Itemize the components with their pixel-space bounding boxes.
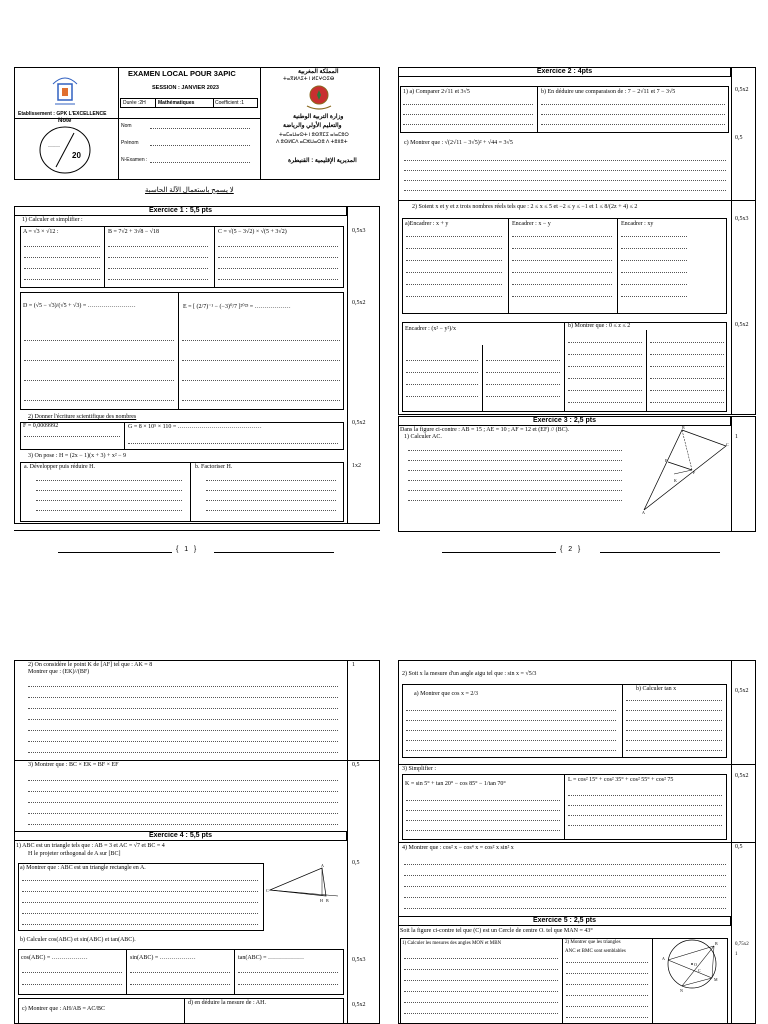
ex3b-q2b: Montrer que : (EK)//(BF) <box>28 669 90 675</box>
svg-text:A: A <box>662 956 665 961</box>
ex5-circle-figure <box>654 934 730 996</box>
ex5-title: Exercice 5 : 2,5 pts <box>398 916 731 926</box>
ex2-q2a1: a)Encadrer : x + y <box>405 221 449 227</box>
ex4-qc: c) Montrer que : AH/AB = AC/BC <box>22 1006 106 1012</box>
ex1-q3: 3) On pose : H = (2x − 1)(x + 3) + x² − 9 <box>28 453 127 459</box>
ar-line2: وزارة التربية الوطنية <box>293 114 344 120</box>
svg-text:A: A <box>642 510 645 515</box>
ex4-qa-box <box>18 863 264 931</box>
tf-line1: ⵜⴰⴳⵍⴷⵉⵜ ⵏ ⵍⵎⵖⵔⵉⴱ <box>283 77 335 82</box>
exam-title: EXAMEN LOCAL POUR 3APIC <box>128 69 236 78</box>
ex1-F: F = 0,0009992 <box>23 423 59 429</box>
ex4b-pts2: 0,5x2 <box>735 773 749 779</box>
ex1-q3b: b. Factoriser H. <box>195 464 233 470</box>
ex1-E: E = [ (2/7)⁻¹ − (−3)⁰/7 ]²⁰²³ = ……………… <box>183 304 291 310</box>
page-number-2: { 2 } <box>560 546 581 553</box>
svg-text:F: F <box>693 470 696 475</box>
ex1-q2: 2) Donner l'écriture scientifique des nombres <box>28 414 137 420</box>
tf-line3: ⴷ ⵓⵙⵍⵎⴷ ⴰⵎⵣⵡⴰⵔⵓ ⴷ ⵜⵓⵏⵏⵓⵜ <box>276 140 348 145</box>
ex2-q1b: b) En déduire une comparaison de : 7 − 2√11 et 7 − 3√5 <box>541 89 676 95</box>
svg-text:N: N <box>680 988 683 993</box>
ex2-title: Exercice 2 : 4pts <box>398 67 731 77</box>
svg-text:C: C <box>698 968 701 973</box>
ex2-pts3: 0,5x3 <box>735 216 749 222</box>
ex4b-K: K = sin 5° + tan 20° − cos 85° − 1/tan 70° <box>405 781 506 787</box>
ex5-q2: 2) Montrer que les triangles <box>565 940 621 945</box>
ex4-pts1: 0,5 <box>352 860 360 866</box>
ex3b-pts1: 1 <box>352 662 355 668</box>
ex4-qa: a) Montrer que : ABC est un triangle rectangle en A. <box>20 865 146 871</box>
ex3b-pts2: 0,5 <box>352 762 360 768</box>
svg-text:C: C <box>726 442 729 447</box>
ex2-q2c: b) Montrer que : 0 ≤ z ≤ 2 <box>568 323 631 329</box>
ex2-q2a3: Encadrer : xy <box>621 221 654 227</box>
ex1-q1: 1) Calculer et simplifier : <box>22 217 83 223</box>
ex1-D: D = (√5 − √3)/(√5 + √3) = …………………… <box>23 303 136 309</box>
ex4-sin: sin(ABC) = ……………… <box>130 955 196 961</box>
ex1-B: B = 7√2 + 3√8 − √18 <box>108 229 160 235</box>
ex4-intro2: H le projeter orthogonal de A sur [BC] <box>28 851 121 857</box>
ex3-figure <box>636 424 730 516</box>
svg-text:H: H <box>320 898 323 902</box>
school-logo <box>45 70 85 112</box>
ex2-q2-box <box>402 218 727 314</box>
ex4-triangle <box>266 862 342 902</box>
ex4b-q2a: a) Montrer que cos x = 2/3 <box>414 691 479 697</box>
ex3b-q3: 3) Montrer que : BC × EK = BF × EF <box>28 762 119 768</box>
ex2-q2a2: Encadrer : x − y <box>512 221 551 227</box>
ex1-title: Exercice 1 : 5,5 pts <box>14 206 347 216</box>
svg-text:O: O <box>694 962 697 967</box>
duree: Durée :2H <box>123 100 146 106</box>
ar-line4: المديرية الإقليمية : القنيطرة <box>288 158 357 164</box>
ex2-q2: 2) Soient x et y et z trois nombres réels tels que : 2 ≤ x ≤ 5 et −2 ≤ y ≤ −1 et 1 ≤ 8/(2z + 4) ≤ 2 <box>412 204 638 210</box>
calc-note: لا يسمح باستعمال الآلة الحاسبة <box>145 186 234 194</box>
ex1-q3a: a. Développer puis réduire H. <box>24 464 95 470</box>
note-dots: …… <box>48 143 60 149</box>
ex1-G: G = 8 × 10⁵ × 110 = …………………………………… <box>128 424 262 430</box>
svg-text:C: C <box>266 888 269 893</box>
ex4-qb: b) Calculer cos(ABC) et sin(ABC) et tan(ABC). <box>20 937 136 943</box>
note-total: 20 <box>72 151 81 160</box>
ex1-A: A = √3 × √12 : <box>23 229 59 235</box>
ex4b-q4: 4) Montrer que : cos² x − cos⁴ x = cos² x sin² x <box>402 845 514 851</box>
ex3-q1: 1) Calculer AC. <box>404 434 442 440</box>
ex4b-pts1: 0,5x2 <box>735 688 749 694</box>
matiere: Mathématiques <box>158 100 195 106</box>
ar-line3: والتعليم الأولي والرياضة <box>283 123 342 129</box>
ex1-h-box <box>20 462 344 522</box>
prenom-label: Prénom <box>121 140 139 146</box>
svg-text:B: B <box>326 898 329 902</box>
ex5-pts1: 0,75x2 <box>735 942 749 947</box>
nexamen-label: N-Examen : <box>121 157 148 163</box>
ex2-pts4: 0,5x2 <box>735 322 749 328</box>
ex5-q1: 1) Calculer les mesures des angles MON et MBN <box>402 941 502 946</box>
ar-line1: المملكة المغربية <box>298 69 339 75</box>
coat-of-arms <box>304 82 334 110</box>
svg-text:M: M <box>714 977 718 982</box>
ex2-pts2: 0,5 <box>735 135 743 141</box>
ex3-title: Exercice 3 : 2,5 pts <box>398 416 731 426</box>
ex1-pts3: 0,5x2 <box>352 420 366 426</box>
ex4b-q3: 3) Simplifier : <box>402 766 436 772</box>
ex4-pts3: 0,5x2 <box>352 1002 366 1008</box>
ex4-title: Exercice 4 : 5,5 pts <box>14 831 347 841</box>
svg-text:B: B <box>715 941 718 946</box>
note-circle <box>38 125 92 175</box>
ex3-intro: Dans la figure ci-contre : AB = 15 ; AE = 10 ; AF = 12 et (EF) // (BC). <box>400 427 570 433</box>
coefficient: Coefficient :1 <box>215 100 245 106</box>
ex1-pts2: 0,5x2 <box>352 300 366 306</box>
ex4b-pts3: 0,5 <box>735 844 743 850</box>
svg-text:E: E <box>665 458 668 463</box>
ex3-pts: 1 <box>735 434 738 440</box>
ex4b-q2: 2) Soit x la mesure d'un angle aigu tel que : sin x = √5/3 <box>402 671 537 677</box>
ex2-q2b: Encadrer : (x² − y²)/x <box>405 326 456 332</box>
ex5-intro: Soit la figure ci-contre tel que (C) est un Cercle de centre O. tel que MAN = 43° <box>400 928 593 934</box>
ex4b-q2b: b) Calculer tan x <box>636 686 677 692</box>
ex1-de-box <box>20 292 344 410</box>
ex3b-q2: 2) On considère le point K de [AF] tel que : AK = 8 <box>28 662 153 668</box>
ex4-intro: 1) ABC est un triangle tels que : AB = 3 et AC = √7 et BC = 4 <box>16 843 165 849</box>
nom-label: Nom <box>121 123 132 129</box>
tf-line2: ⵜⴰⵎⴰⵡⴰⵙⵜ ⵏ ⵓⵙⴳⵎⵉ ⴰⵏⴰⵎⵓⵔ <box>279 133 349 138</box>
ex1-C: C = √(5 − 3√2) × √(5 + 3√2) <box>218 229 287 235</box>
ex2-pts1: 0,5x2 <box>735 87 749 93</box>
note-label: Note <box>58 118 72 124</box>
svg-text:K: K <box>674 478 677 483</box>
ex4-cos: cos(ABC) = ……………… <box>21 955 88 961</box>
page-number-1: { 1 } <box>176 546 197 553</box>
ex2-q1c: c) Montrer que : √(2√11 − 3√5)² + √44 = 3√5 <box>404 140 513 146</box>
session: SESSION : JANVIER 2023 <box>152 85 219 91</box>
ex5-q2b: ANC et BMC sont semblables <box>565 949 626 954</box>
ex4b-L: L = cos² 15° + cos² 35° + cos² 55° + cos² 75 <box>568 777 674 783</box>
svg-text:A: A <box>321 863 324 868</box>
etablissement: Etablissement : GPK L'EXCELLENCE <box>18 111 107 117</box>
ex4-pts2: 0,5x3 <box>352 957 366 963</box>
ex4-tan: tan(ABC) = ……………… <box>238 955 305 961</box>
ex1-pts1: 0,5x3 <box>352 228 366 234</box>
ex5-pts2: 1 <box>735 952 738 957</box>
ex2-q1a: 1) a) Comparer 2√11 et 3√5 <box>403 89 470 95</box>
svg-text:B: B <box>682 425 685 430</box>
ex4-qd: d) en déduire la mesure de : AH. <box>188 1000 266 1006</box>
ex1-pts4: 1x2 <box>352 463 361 469</box>
